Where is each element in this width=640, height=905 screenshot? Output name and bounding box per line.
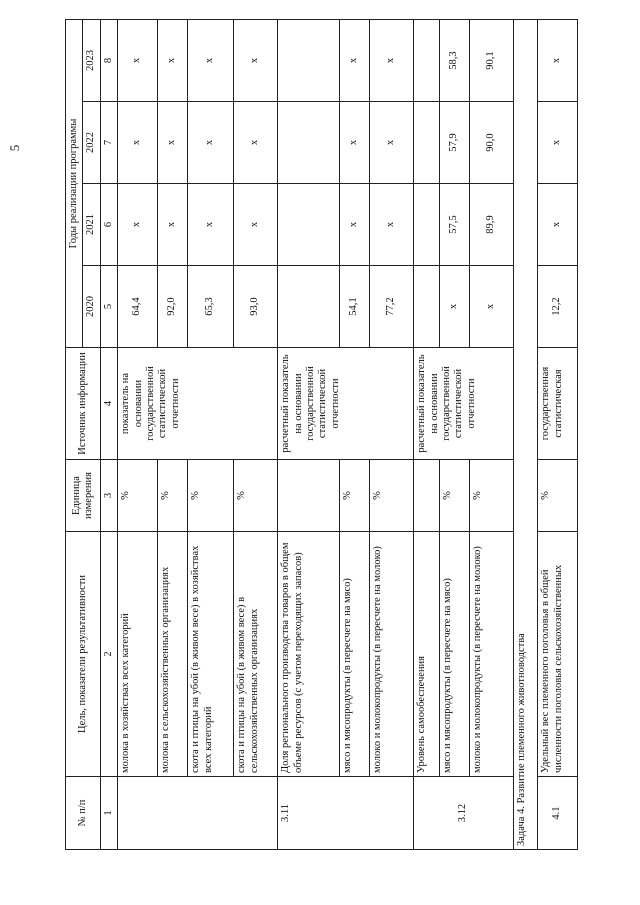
value-2020 (278, 266, 340, 348)
value-2021: х (234, 184, 278, 266)
value-2023: х (538, 20, 578, 102)
header-source: Источник информации (66, 348, 101, 460)
indicator-name: мясо и мясопродукты (в пересчете на мясо) (440, 532, 470, 777)
value-2022 (278, 102, 340, 184)
unit-cell: % (340, 460, 370, 532)
header-num: № п/п (66, 777, 101, 850)
value-2020: х (470, 266, 514, 348)
indicator-name: Уровень самообеспечения (414, 532, 440, 777)
column-number: 6 (100, 184, 117, 266)
indicators-table (65, 19, 578, 850)
column-number: 1 (100, 777, 117, 850)
unit-cell: % (440, 460, 470, 532)
value-2023 (414, 20, 440, 102)
rotated-table-container (65, 20, 605, 850)
value-2023: х (370, 20, 414, 102)
value-2023: х (188, 20, 234, 102)
section-title: Задача 4. Развитие племенного животноводства (514, 20, 538, 850)
value-2023 (278, 20, 340, 102)
indicator-name: молоко и молокопродукты (в пересчете на молоко) (370, 532, 414, 777)
unit-cell (278, 460, 340, 532)
page-number: 5 (7, 144, 22, 152)
indicator-name: молока в сельскохозяйственных организациях (158, 532, 188, 777)
value-2022: х (158, 102, 188, 184)
unit-cell: % (470, 460, 514, 532)
value-2022: х (538, 102, 578, 184)
indicator-name: Удельный вес племенного поголовья в общей численности поголовья сельскохозяйственных (538, 532, 578, 777)
indicator-name: молоко и молокопродукты (в пересчете на молоко) (470, 532, 514, 777)
value-2020: 65,3 (188, 266, 234, 348)
column-number: 4 (100, 348, 117, 460)
indicator-name: мясо и мясопродукты (в пересчете на мясо) (340, 532, 370, 777)
table-row (278, 20, 340, 850)
value-2022: х (234, 102, 278, 184)
section-row (514, 20, 538, 850)
header-year: 2022 (83, 102, 100, 184)
value-2021: 89,9 (470, 184, 514, 266)
table-row (414, 20, 440, 850)
value-2023: х (234, 20, 278, 102)
row-number (118, 777, 278, 850)
value-2023: 90,1 (470, 20, 514, 102)
value-2020: х (440, 266, 470, 348)
value-2022: х (340, 102, 370, 184)
source-cell: расчетный показатель на основании государственной статистической отчетности (278, 348, 414, 460)
unit-cell: % (188, 460, 234, 532)
value-2021: 57,5 (440, 184, 470, 266)
source-cell: государственная статистическая (538, 348, 578, 460)
value-2022: х (370, 102, 414, 184)
row-number: 4.1 (538, 777, 578, 850)
indicator-name: скота и птицы на убой (в живом весе) в хозяйствах всех категорий (188, 532, 234, 777)
value-2020: 12,2 (538, 266, 578, 348)
value-2020: 93,0 (234, 266, 278, 348)
value-2020: 54,1 (340, 266, 370, 348)
column-number: 5 (100, 266, 117, 348)
value-2023: 58,3 (440, 20, 470, 102)
value-2022: 57,9 (440, 102, 470, 184)
column-number-row (100, 20, 117, 850)
value-2021 (278, 184, 340, 266)
value-2023: х (158, 20, 188, 102)
row-number: 3.12 (414, 777, 514, 850)
header-row-1 (66, 20, 83, 850)
header-years-group: Годы реализации программы (66, 20, 83, 348)
value-2023: х (118, 20, 158, 102)
unit-cell (414, 460, 440, 532)
value-2020: 64,4 (118, 266, 158, 348)
unit-cell: % (158, 460, 188, 532)
value-2023: х (340, 20, 370, 102)
value-2022: 90,0 (470, 102, 514, 184)
indicator-name: молока в хозяйствах всех категорий (118, 532, 158, 777)
column-number: 3 (100, 460, 117, 532)
value-2021: х (188, 184, 234, 266)
table-row (118, 20, 158, 850)
column-number: 8 (100, 20, 117, 102)
indicator-name: скота и птицы на убой (в живом весе) в сельскохозяйственных организациях (234, 532, 278, 777)
value-2020: 92,0 (158, 266, 188, 348)
value-2021: х (340, 184, 370, 266)
column-number: 2 (100, 532, 117, 777)
source-cell: показатель на основании государственной статистической отчетности (118, 348, 278, 460)
unit-cell: % (538, 460, 578, 532)
unit-cell: % (234, 460, 278, 532)
value-2022: х (118, 102, 158, 184)
table-row (538, 20, 578, 850)
indicator-name: Доля регионального производства товаров в общем объеме ресурсов (с учетом переходящих запасов) (278, 532, 340, 777)
value-2021: х (118, 184, 158, 266)
value-2022 (414, 102, 440, 184)
unit-cell: % (118, 460, 158, 532)
source-cell: расчетный показатель на основании государственной статистической отчетности (414, 348, 514, 460)
row-number: 3.11 (278, 777, 414, 850)
value-2021: х (158, 184, 188, 266)
value-2021 (414, 184, 440, 266)
value-2022: х (188, 102, 234, 184)
header-goal: Цель, показатели результативности (66, 532, 101, 777)
value-2021: х (370, 184, 414, 266)
header-year: 2023 (83, 20, 100, 102)
column-number: 7 (100, 102, 117, 184)
unit-cell: % (370, 460, 414, 532)
header-year: 2020 (83, 266, 100, 348)
header-year: 2021 (83, 184, 100, 266)
value-2020: 77,2 (370, 266, 414, 348)
header-unit: Единица измерения (66, 460, 101, 532)
value-2020 (414, 266, 440, 348)
value-2021: х (538, 184, 578, 266)
